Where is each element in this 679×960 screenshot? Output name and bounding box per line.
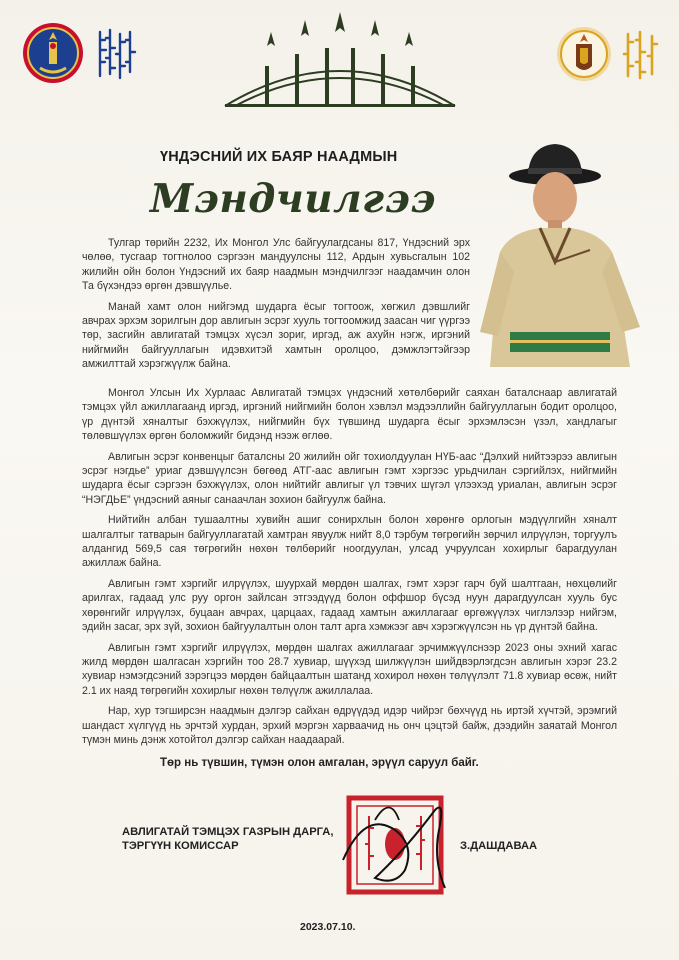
signatory-title-line: АВЛИГАТАЙ ТЭМЦЭХ ГАЗРЫН ДАРГА, [122,826,334,838]
letter-subtitle: ҮНДЭСНИЙ ИХ БАЯР НААДМЫН [160,149,398,165]
paragraph: Тулгар төрийн 2232, Их Монгол Улс байгуулагдсаны 817, Үндэсний эрх чөлөө, тусгаар тогтнолоо сэргээн мандуулсны 112, Ардын хувьсгалын 102 жилийн ойн болон Үндэсний их баяр наадмын мэндчилгээг наадамчин олон Та бүхэндээ өргөн дэвшүүлье. [82,237,470,293]
paragraph: Нар, хур тэгширсэн наадмын дэлгэр сайхан өдрүүдэд идэр чийрэг бөхчүүд нь иртэй хүчтэй, эрэмгий шандаст хүлгүүд нь эрчтэй хурдан, эрхий мэргэн харваачид нь онч цэцтэй байж, дээдийн заяатай Монгол түмэн минь дэнж хотойтол дэлгэр сайхан наадаарай. [82,705,617,746]
paragraph: Авлигын эсрэг конвенцыг баталсны 20 жилийн ойг тохиолдуулан НҮБ-аас “Дэлхий нийтээрээ авлигын эсрэг нэгдье” уриаг дэвшүүлсэн бөгөөд АТГ-аас авлигын гэмт хэргээс урьдчилан сэргийлэх, нийгмийн шударга ёсыг сэргээн бэхжүүлэх, олон нийтийг авлигыг үл тэвчих шүгэл үлээхэд уриалан, авлигын эсрэг “НЭГДЬЕ” үндэсний аяныг санаачлан зохион байгуулж байна. [82,450,617,506]
letter-body-wide [82,386,617,753]
ornament-gate-icon [205,6,475,118]
state-emblem-icon [22,22,84,84]
paragraph: Манай хамт олон нийгэмд шударга ёсыг тогтоож, хөгжил дэвшлийг авчрах эрхэм зорилгын дор авлигын эсрэг хууль тогтоомжид заасан чиг үүргээ төр, засгийн авлигатай тэмцэх хүсэл зориг, иргэд, аж ахуйн нэгж, иргэний нийгмийн байгууллагын идэвхитэй хамтын оролцоо, дэмжлэгтэйгээр амжилттай хэрэгжүүлж байна. [82,300,470,371]
signatory-title-line: ТЭРГҮҮН КОМИССАР [122,840,239,852]
acc-emblem-icon [556,24,612,84]
paragraph: Нийтийн албан тушаалтны хувийн ашиг сонирхлын болон хөрөнгө орлогын мэдүүлгийн хяналт шалгалтыг татварын байгууллагатай хамтран явуулж нийт 8,0 тэрбум төгрөгийн зөрчил илрүүлэн, торгуулъ алдангид 569,5 сая төгрөгийн нөхөн төлбөрийг ноогдуулан, улсад учруулсан хохирлыг барагдуулан ажиллаж байна. [82,514,617,570]
mongol-script-icon [620,30,662,82]
signatory-title [122,825,333,853]
paragraph: Авлигын гэмт хэргийг илрүүлэх, мөрдөн шалгах ажиллагааг эрчимжүүлснээр 2023 оны эхний хагас жилд мөрдөн шалгасан хэргийн тоо 28.7 хувиар, шүүхэд шилжүүлэн шийдвэрлэгдсэн авлигын хэрэг 23.2 хувиар нэмэгдсэний зэрэгцээ мөрдөн байцаалтын шатанд хохирол нөхөн төлүүлэлт 71.8 хувиар өсөж, нийт 2.1 их наяд төгрөгийн хохирлыг нөхөн төлүүлж ажиллалаа. [82,641,617,697]
letter-title: Мэндчилгээ [150,176,436,222]
letter-date: 2023.07.10. [300,921,356,933]
letter-body-narrow [82,236,470,378]
official-seal-with-signature [335,790,455,900]
official-portrait [470,132,650,367]
signatory-name: З.ДАШДАВАА [460,840,538,852]
paragraph: Монгол Улсын Их Хурлаас Авлигатай тэмцэх үндэсний хөтөлбөрийг саяхан баталснаар авлигатай тэмцэх үйл ажиллагаанд иргэд, иргэний нийгмийн болон хэвлэл мэдээллийн байгууллагын бодит оролцоо, үр дүнтэй хяналтыг бэхжүүлэх, нийгмийн бүх түвшинд шударга ёсыг эрхэмлэсэн үзэл, хандлагыг төлөвшүүлэх өргөн боломжийг бидэнд нээж өглөө. [82,387,617,443]
closing-wish: Төр нь түвшин, түмэн олон амгалан, эрүүл саруул байг. [160,757,479,769]
mongol-script-icon [94,28,138,80]
paragraph: Авлигын гэмт хэргийг илрүүлэх, шуурхай мөрдөн шалгах, гэмт хэрэг гарч буй шалтгаан, нөхцөлийг арилгах, гадаад улс руу оргон зайлсан этгээдүүд болон оффшор бүсэд нуун дарагдуулсан хууль бус хөрөнгийг илрүүлэх, буцаан авчрах, царцаах, гадаад хамтын ажиллагааг өргөжүүлэх чиглэлээр нийгэм, эдийн засаг, эрх зүй, зохион байгуулалтын олон талт арга хэмжээг авч хэрэгжүүлсэн нь үр дүнтэй байна. [82,577,617,634]
